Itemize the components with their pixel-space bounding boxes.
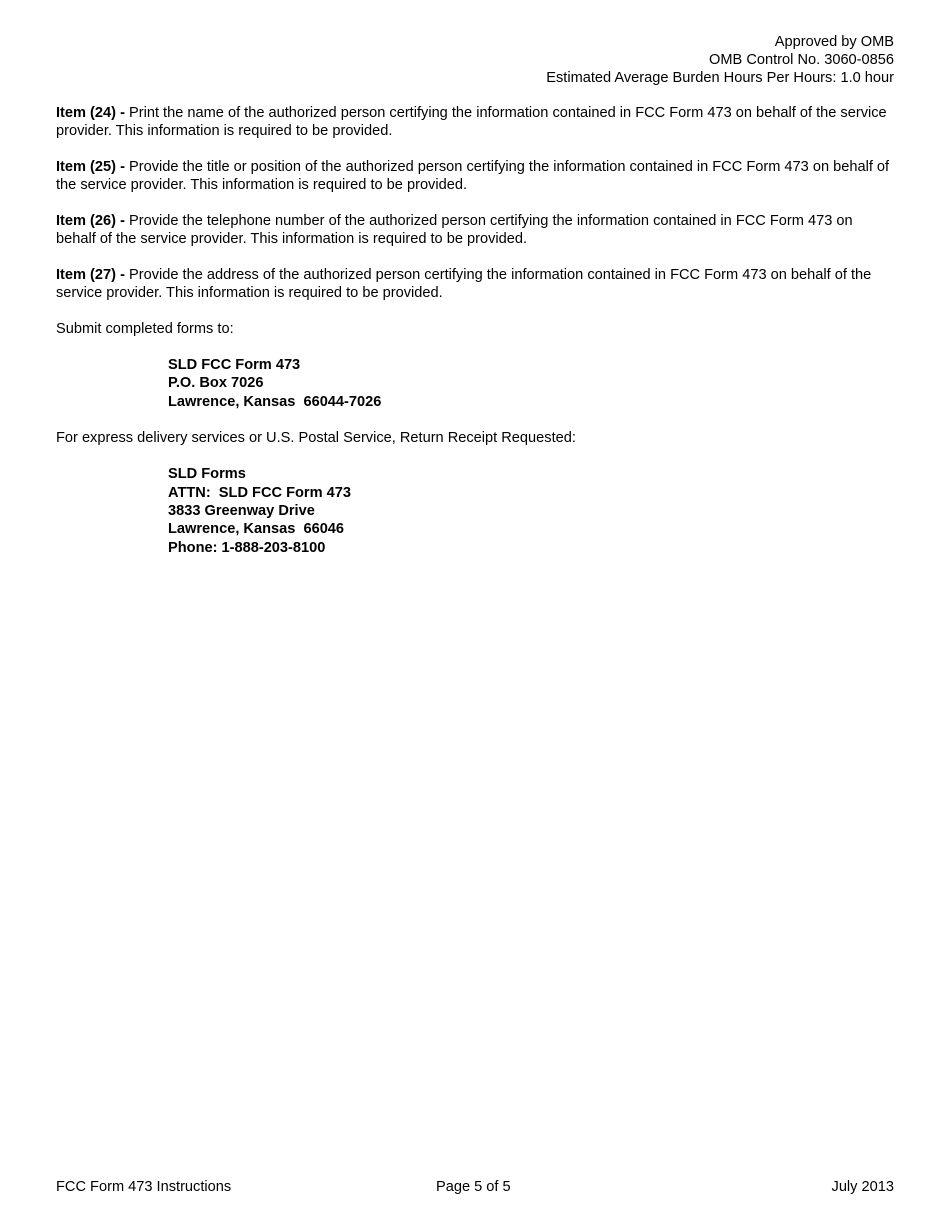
footer-date: July 2013 bbox=[831, 1179, 894, 1195]
item-27-text: Provide the address of the authorized person certifying the information contained in FCC Form 473 on behalf of the service provider. This information is required to be provided. bbox=[56, 267, 872, 301]
item-26-text: Provide the telephone number of the authorized person certifying the information contained in FCC Form 473 on behalf of the service provider. This information is required to be provided. bbox=[56, 213, 853, 247]
mailing-address-line: Lawrence, Kansas 66044-7026 bbox=[168, 393, 382, 410]
page-footer bbox=[56, 1178, 894, 1196]
express-address bbox=[168, 465, 896, 557]
submit-intro: Submit completed forms to: bbox=[56, 321, 234, 337]
express-address-line: SLD Forms bbox=[168, 466, 246, 483]
item-27-paragraph bbox=[56, 266, 896, 302]
item-24-paragraph bbox=[56, 104, 896, 140]
mailing-address bbox=[168, 356, 896, 411]
footer-form-title: FCC Form 473 Instructions bbox=[56, 1179, 232, 1195]
item-25-text: Provide the title or position of the authorized person certifying the information contained in FCC Form 473 on behalf of the service provider. This information is required to be provided. bbox=[56, 159, 890, 193]
item-26-label: Item (26) - bbox=[56, 213, 125, 229]
express-address-line: Phone: 1-888-203-8100 bbox=[168, 539, 326, 556]
express-intro: For express delivery services or U.S. Postal Service, Return Receipt Requested: bbox=[56, 430, 576, 447]
item-26-paragraph bbox=[56, 212, 896, 248]
item-25-label: Item (25) - bbox=[56, 159, 125, 175]
mailing-address-line: P.O. Box 7026 bbox=[168, 375, 264, 392]
mailing-address-line: SLD FCC Form 473 bbox=[168, 357, 301, 373]
express-address-line: ATTN: SLD FCC Form 473 bbox=[168, 484, 351, 501]
express-address-line: 3833 Greenway Drive bbox=[168, 503, 315, 520]
burden-hours-line: Estimated Average Burden Hours Per Hours: 1.0 hour bbox=[546, 70, 894, 86]
omb-control-number: OMB Control No. 3060-0856 bbox=[709, 52, 894, 68]
omb-approval-header bbox=[546, 33, 894, 87]
express-address-line: Lawrence, Kansas 66046 bbox=[168, 521, 345, 538]
item-27-label: Item (27) - bbox=[56, 267, 125, 283]
footer-page-number: Page 5 of 5 bbox=[436, 1179, 511, 1195]
item-24-text: Print the name of the authorized person certifying the information contained in FCC Form 473 on behalf of the service provider. This information is required to be provided. bbox=[56, 105, 887, 139]
item-24-label: Item (24) - bbox=[56, 105, 125, 121]
instructions-body bbox=[56, 104, 896, 575]
omb-approved-line: Approved by OMB bbox=[774, 34, 894, 50]
item-25-paragraph bbox=[56, 158, 896, 194]
